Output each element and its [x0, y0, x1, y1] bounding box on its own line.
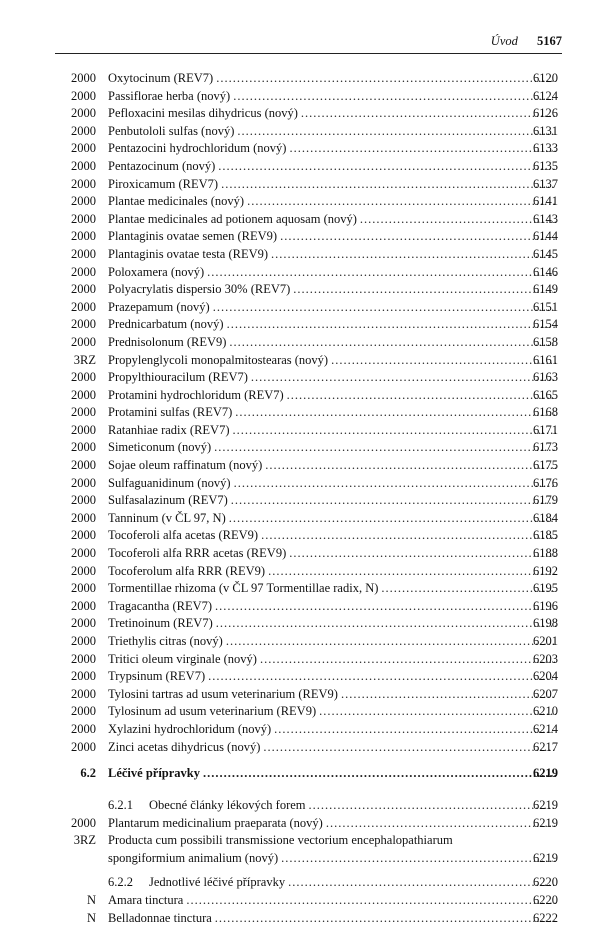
subsection-number: 6.2.2 [108, 875, 133, 890]
toc-entry-row [0, 439, 600, 457]
entry-page: 6165 [533, 387, 558, 402]
entry-code: 2000 [71, 634, 96, 648]
dot-leader [235, 404, 556, 422]
dot-leader [274, 721, 556, 739]
entry-title: Tormentillae rhizoma (v ČL 97 Tormentillae radix, N) [108, 581, 379, 596]
toc-entry-row [0, 140, 600, 158]
entry-title-wrap [108, 105, 556, 123]
entry-title-wrap [108, 334, 556, 352]
toc-entry-row [0, 721, 600, 739]
entry-page: 6220 [533, 892, 558, 907]
dot-leader [215, 598, 556, 616]
entry-page: 6126 [533, 106, 558, 121]
dot-leader [288, 874, 556, 892]
toc-entry-row [0, 316, 600, 334]
entry-page: 6168 [533, 405, 558, 420]
entry-title-wrap [108, 123, 556, 141]
entry-code: 2000 [71, 123, 96, 138]
entry-title-line2: spongiformium animalium (nový) [108, 850, 279, 865]
entry-page: 6210 [533, 704, 558, 719]
entry-title-wrap [108, 176, 556, 194]
entry-title: Tocoferoli alfa RRR acetas (REV9) [108, 546, 287, 561]
toc-entry-row [0, 105, 600, 123]
dot-leader [208, 668, 556, 686]
entry-title-wrap [108, 563, 556, 581]
entry-title: Triethylis citras (nový) [108, 634, 223, 648]
dot-leader [237, 123, 556, 141]
entry-code: 2000 [71, 704, 96, 719]
entry-code: 2000 [71, 510, 96, 525]
toc-entry-row [0, 492, 600, 510]
entry-title-wrap [108, 815, 556, 833]
entry-code: 3RZ [73, 833, 96, 848]
entry-page: 6198 [533, 616, 558, 631]
dot-leader [216, 70, 556, 88]
entry-page: 6146 [533, 264, 558, 279]
toc-entry-row [0, 892, 600, 910]
entry-page: 6141 [533, 194, 558, 209]
entry-page: 6219 [533, 850, 558, 865]
entry-title-line2-wrap [108, 850, 556, 868]
dot-leader [218, 158, 556, 176]
entry-code: 2000 [71, 739, 96, 754]
entry-title: Pefloxacini mesilas dihydricus (nový) [108, 106, 298, 121]
entry-code: 3RZ [73, 352, 96, 367]
entry-title-wrap [108, 686, 556, 704]
entry-page: 6196 [533, 598, 558, 613]
entry-code: 2000 [71, 669, 96, 684]
entry-title-wrap [108, 281, 556, 299]
entry-page: 6154 [533, 317, 558, 332]
entry-title-wrap [108, 264, 556, 282]
dot-leader [232, 422, 556, 440]
entry-code: N [86, 910, 96, 925]
entry-title-wrap [108, 651, 556, 669]
entry-title-wrap [108, 193, 556, 211]
entry-code: 2000 [71, 458, 96, 473]
entry-title: Propylenglycoli monopalmitostearas (nový) [108, 352, 329, 367]
subsection-title: Jednotlivé léčivé přípravky [149, 875, 286, 890]
entry-page: 6203 [533, 651, 558, 666]
subsection-number: 6.2.1 [108, 798, 133, 813]
entry-page: 6133 [533, 141, 558, 156]
entry-title-wrap [108, 439, 556, 457]
toc-entry-row [0, 264, 600, 282]
entry-title-wrap [108, 832, 556, 867]
entry-page: 6219 [533, 815, 558, 830]
entry-page: 6173 [533, 440, 558, 455]
entry-title-wrap [108, 457, 556, 475]
dot-leader [214, 439, 556, 457]
toc-entry-row [0, 457, 600, 475]
dot-leader [287, 387, 556, 405]
entry-title-wrap [108, 580, 556, 598]
entry-title: Plantaginis ovatae semen (REV9) [108, 229, 278, 244]
entry-title: Tragacantha (REV7) [108, 598, 213, 613]
entry-code: 2000 [71, 246, 96, 261]
entry-code: 2000 [71, 387, 96, 402]
subsection-page: 6219 [533, 798, 558, 813]
entry-title: Tretinoinum (REV7) [108, 616, 213, 631]
dot-leader [203, 763, 556, 783]
toc-subsection-row [0, 797, 600, 815]
entry-code: 2000 [71, 598, 96, 613]
entry-title-wrap [108, 475, 556, 493]
entry-page: 6222 [533, 910, 558, 925]
toc-entry-row [0, 352, 600, 370]
toc-entry-row [0, 527, 600, 545]
entry-page: 6171 [533, 422, 558, 437]
entry-code: 2000 [71, 88, 96, 103]
entry-code: 2000 [71, 176, 96, 191]
entry-title-wrap [108, 527, 556, 545]
entry-title: Polyacrylatis dispersio 30% (REV7) [108, 282, 291, 297]
entry-code: 2000 [71, 651, 96, 666]
entry-title: Amara tinctura [108, 892, 184, 907]
dot-leader [229, 334, 556, 352]
entry-page: 6188 [533, 546, 558, 561]
dot-leader [227, 316, 556, 334]
entry-page: 6204 [533, 669, 558, 684]
entry-code: 2000 [71, 581, 96, 596]
entry-page: 6179 [533, 493, 558, 508]
entry-title: Piroxicamum (REV7) [108, 176, 219, 191]
toc-entry-row [0, 158, 600, 176]
entry-code: 2000 [71, 194, 96, 209]
section-entry [108, 763, 556, 783]
entry-code: 2000 [71, 317, 96, 332]
toc-entry-row [0, 193, 600, 211]
entry-title-wrap [108, 299, 556, 317]
entry-title: Tritici oleum virginale (nový) [108, 651, 257, 666]
entry-code: 2000 [71, 158, 96, 173]
entry-title-wrap [108, 158, 556, 176]
entry-title: Pentazocinum (nový) [108, 158, 216, 173]
toc-entry-row [0, 598, 600, 616]
entry-title-wrap [108, 422, 556, 440]
subsection-page: 6220 [533, 875, 558, 890]
entry-title-wrap [108, 211, 556, 229]
entry-title: Prazepamum (nový) [108, 299, 210, 314]
entry-page: 6201 [533, 634, 558, 648]
toc-entry-row [0, 739, 600, 757]
entry-code: 2000 [71, 141, 96, 156]
toc-entry-row [0, 70, 600, 88]
toc-entry-row [0, 334, 600, 352]
dot-leader [231, 492, 556, 510]
entry-title-line1: Producta cum possibili transmissione vectorium encephalopathiarum [108, 833, 453, 848]
entry-code: 2000 [71, 106, 96, 121]
entry-page: 6131 [533, 123, 558, 138]
entry-title-wrap [108, 739, 556, 757]
entry-title: Tylosinum ad usum veterinarium (REV9) [108, 704, 317, 719]
toc-entry-row [0, 123, 600, 141]
entry-page: 6214 [533, 721, 558, 736]
entry-title: Protamini sulfas (REV7) [108, 405, 233, 420]
entry-title: Sojae oleum raffinatum (nový) [108, 458, 263, 473]
dot-leader [260, 651, 556, 669]
entry-page: 6195 [533, 581, 558, 596]
entry-code: 2000 [71, 299, 96, 314]
toc-entry-row [0, 910, 600, 927]
toc-entry-row [0, 703, 600, 721]
entry-page: 6137 [533, 176, 558, 191]
toc-entry-row [0, 668, 600, 686]
running-header [55, 34, 562, 52]
dot-leader [268, 563, 556, 581]
dot-leader [251, 369, 556, 387]
entry-code: 2000 [71, 546, 96, 561]
header-rule [55, 53, 562, 54]
entry-code: 2000 [71, 370, 96, 385]
toc-entry-row [0, 387, 600, 405]
dot-leader [233, 88, 556, 106]
section-page: 6219 [533, 766, 558, 781]
dot-leader [186, 892, 556, 910]
entry-title-wrap [108, 703, 556, 721]
dot-leader [213, 299, 556, 317]
entry-page: 6149 [533, 282, 558, 297]
toc-section-row [0, 756, 600, 797]
toc-entry-row [0, 404, 600, 422]
entry-page: 6120 [533, 71, 558, 85]
entry-title: Tocoferolum alfa RRR (REV9) [108, 563, 266, 578]
dot-leader [265, 457, 556, 475]
toc-entry-row [0, 246, 600, 264]
entry-code: 2000 [71, 721, 96, 736]
entry-title: Pentazocini hydrochloridum (nový) [108, 141, 287, 156]
header-section-title: Úvod [490, 34, 518, 48]
dot-leader [229, 510, 556, 528]
entry-title: Tocoferoli alfa acetas (REV9) [108, 528, 259, 543]
table-of-contents [0, 70, 600, 927]
entry-code: 2000 [71, 528, 96, 543]
entry-code: 2000 [71, 282, 96, 297]
toc-entry-row [0, 299, 600, 317]
entry-title-wrap [108, 545, 556, 563]
entry-page: 6161 [533, 352, 558, 367]
entry-title-wrap [108, 88, 556, 106]
toc-entry-row [0, 369, 600, 387]
entry-code: 2000 [71, 405, 96, 420]
entry-title: Simeticonum (nový) [108, 440, 212, 455]
dot-leader [280, 228, 556, 246]
dot-leader [247, 193, 556, 211]
entry-page: 6192 [533, 563, 558, 578]
subsection-entry [108, 797, 556, 815]
entry-title-wrap [108, 246, 556, 264]
entry-title-wrap [108, 668, 556, 686]
entry-title-wrap [108, 228, 556, 246]
dot-leader [293, 281, 556, 299]
entry-title: Protamini hydrochloridum (REV7) [108, 387, 284, 402]
dot-leader [289, 140, 556, 158]
entry-page: 6143 [533, 211, 558, 226]
entry-title: Propylthiouracilum (REV7) [108, 370, 248, 385]
entry-title: Plantae medicinales ad potionem aquosam (nový) [108, 211, 357, 226]
entry-title-wrap [108, 721, 556, 739]
entry-page: 6207 [533, 686, 558, 701]
entry-page: 6175 [533, 458, 558, 473]
entry-page: 6176 [533, 475, 558, 490]
entry-code: 2000 [71, 264, 96, 279]
toc-entry-row [0, 633, 600, 651]
entry-title: Sulfasalazinum (REV7) [108, 493, 228, 508]
entry-title: Passiflorae herba (nový) [108, 88, 231, 103]
dot-leader [226, 633, 556, 651]
dot-leader [301, 105, 556, 123]
toc-entry-row [0, 580, 600, 598]
entry-page: 6163 [533, 370, 558, 385]
entry-page: 6145 [533, 246, 558, 261]
entry-title-wrap [108, 404, 556, 422]
entry-title: Tanninum (v ČL 97, N) [108, 510, 226, 525]
entry-title: Plantae medicinales (nový) [108, 194, 245, 209]
entry-page: 6144 [533, 229, 558, 244]
entry-title: Tylosini tartras ad usum veterinarium (REV9) [108, 686, 338, 701]
entry-title-wrap [108, 369, 556, 387]
entry-title: Sulfaguanidinum (nový) [108, 475, 231, 490]
dot-leader [234, 475, 556, 493]
section-number: 6.2 [80, 766, 96, 781]
entry-title: Zinci acetas dihydricus (nový) [108, 739, 261, 754]
entry-code: 2000 [71, 686, 96, 701]
entry-title-wrap [108, 492, 556, 510]
entry-page: 6185 [533, 528, 558, 543]
entry-code: 2000 [71, 71, 96, 85]
entry-code: 2000 [71, 229, 96, 244]
section-title: Léčivé přípravky [108, 766, 201, 781]
dot-leader [261, 527, 556, 545]
toc-entry-row [0, 686, 600, 704]
toc-entry-row [0, 510, 600, 528]
entry-code: 2000 [71, 493, 96, 508]
entry-title: Poloxamera (nový) [108, 264, 205, 279]
dot-leader [289, 545, 556, 563]
entry-page: 6135 [533, 158, 558, 173]
toc-subsection-row [0, 874, 600, 892]
entry-title-wrap [108, 615, 556, 633]
toc-entry-row [0, 422, 600, 440]
toc-entry-row [0, 651, 600, 669]
toc-entry-row [0, 475, 600, 493]
toc-entry-list [0, 70, 600, 756]
dot-leader [221, 176, 556, 194]
entry-title-wrap [108, 510, 556, 528]
entry-title-wrap [108, 633, 556, 651]
dot-leader [216, 615, 556, 633]
dot-leader [263, 739, 556, 757]
toc-entry-row [0, 281, 600, 299]
toc-entry-row [0, 211, 600, 229]
entry-title: Trypsinum (REV7) [108, 669, 206, 684]
entry-page: 6184 [533, 510, 558, 525]
dot-leader [215, 910, 556, 927]
entry-code: 2000 [71, 211, 96, 226]
toc-entry-row [0, 545, 600, 563]
entry-code: 2000 [71, 563, 96, 578]
entry-title: Prednisolonum (REV9) [108, 334, 227, 349]
entry-title: Prednicarbatum (nový) [108, 317, 224, 332]
toc-entry-row [0, 88, 600, 106]
dot-leader [271, 246, 556, 264]
entry-code: 2000 [71, 616, 96, 631]
entry-title-wrap [108, 316, 556, 334]
entry-page: 6217 [533, 739, 558, 754]
entry-title-wrap [108, 140, 556, 158]
entry-title: Xylazini hydrochloridum (nový) [108, 721, 272, 736]
entry-title: Oxytocinum (REV7) [108, 71, 214, 85]
entry-page: 6124 [533, 88, 558, 103]
entry-page: 6158 [533, 334, 558, 349]
subsection-title: Obecné články lékových forem [149, 798, 306, 813]
toc-entry-row-multiline [0, 832, 600, 867]
header-page-number: 5167 [537, 34, 562, 48]
entry-title: Plantarum medicinalium praeparata (nový) [108, 815, 323, 830]
toc-entry-row [0, 228, 600, 246]
toc-entry-row [0, 176, 600, 194]
entry-title: Ratanhiae radix (REV7) [108, 422, 230, 437]
entry-title-wrap [108, 387, 556, 405]
subsection-entry [108, 874, 556, 892]
entry-title-wrap [108, 352, 556, 370]
entry-title-wrap [108, 910, 556, 927]
entry-code: 2000 [71, 440, 96, 455]
entry-title: Plantaginis ovatae testa (REV9) [108, 246, 269, 261]
toc-entry-row [0, 815, 600, 833]
entry-page: 6151 [533, 299, 558, 314]
entry-title: Penbutololi sulfas (nový) [108, 123, 235, 138]
entry-title: Belladonnae tinctura [108, 910, 212, 925]
entry-code: N [86, 892, 96, 907]
dot-leader [281, 850, 556, 868]
toc-entry-row [0, 563, 600, 581]
entry-title-wrap [108, 892, 556, 910]
toc-entry-row [0, 615, 600, 633]
entry-title-wrap [108, 70, 556, 88]
entry-code: 2000 [71, 475, 96, 490]
entry-code: 2000 [71, 422, 96, 437]
entry-title-wrap [108, 598, 556, 616]
dot-leader [207, 264, 556, 282]
entry-code: 2000 [71, 815, 96, 830]
dot-leader [309, 797, 556, 815]
entry-code: 2000 [71, 334, 96, 349]
